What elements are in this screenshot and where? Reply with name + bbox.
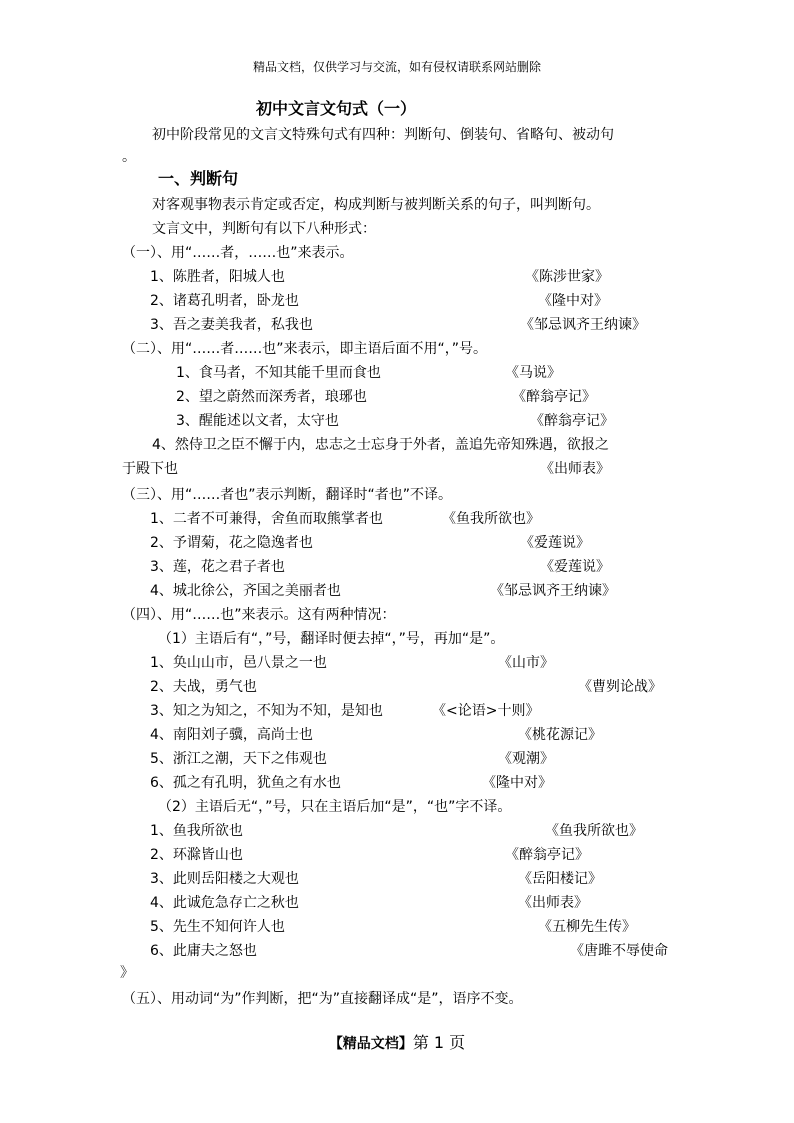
example-text-continued: 于殿下也 <box>122 461 178 477</box>
page-number: 第 1 页 <box>412 1033 466 1052</box>
example-text: 3、吾之妻美我者，私我也 <box>150 317 313 333</box>
form-heading-2: （二）、用“……者……也”来表示，即主语后面不用“，”号。 <box>122 341 488 357</box>
form-heading-1: （一）、用“……者，……也”来表示。 <box>122 245 354 261</box>
example-text: 2、予谓菊，花之隐逸者也 <box>150 535 313 551</box>
example-source: 《五柳先生传》 <box>538 919 636 935</box>
example-source: 《唐雎不辱使命 <box>570 943 668 959</box>
example-source: 《桃花源记》 <box>518 727 602 743</box>
example-text: 1、二者不可兼得，舍鱼而取熊掌者也 <box>150 511 383 527</box>
form-heading-4: （四）、用“……也”来表示。这有两种情况： <box>122 607 396 623</box>
example-source: 《陈涉世家》 <box>525 269 609 285</box>
footer-tag: 【精品文档】 <box>328 1036 413 1052</box>
document-title: 初中文言文句式（一） <box>256 99 417 118</box>
example-text: 3、莲，花之君子者也 <box>150 559 285 575</box>
section-heading: 一、判断句 <box>158 169 239 188</box>
example-text: 2、望之蔚然而深秀者，琅琊也 <box>176 389 367 405</box>
example-source-continued: 》 <box>120 965 134 981</box>
example-text: 3、醒能述以文者，太守也 <box>176 413 339 429</box>
example-source: 《山市》 <box>498 655 554 671</box>
example-source: 《<论语>十则》 <box>432 703 540 719</box>
example-source: 《醉翁亭记》 <box>512 389 596 405</box>
example-text: 4、城北徐公，齐国之美丽者也 <box>150 583 341 599</box>
example-text: 1、奂山山市，邑八景之一也 <box>150 655 327 671</box>
example-source: 《曹刿论战》 <box>578 679 662 695</box>
example-text: 2、环滁皆山也 <box>150 847 243 863</box>
example-source: 《鱼我所欲也》 <box>545 823 643 839</box>
example-source: 《爱莲说》 <box>520 535 590 551</box>
example-text: 3、知之为知之，不知为不知，是知也 <box>150 703 383 719</box>
intro-paragraph-end: 。 <box>122 149 136 165</box>
example-source: 《隆中对》 <box>482 775 552 791</box>
intro-paragraph: 初中阶段常见的文言文特殊句式有四种：判断句、倒装句、省略句、被动句 <box>152 127 614 143</box>
example-text: 4、此诚危急存亡之秋也 <box>150 895 299 911</box>
example-text: 1、鱼我所欲也 <box>150 823 243 839</box>
example-source: 《邹忌讽齐王纳谏》 <box>520 317 646 333</box>
example-text: 5、浙江之潮，天下之伟观也 <box>150 751 327 767</box>
example-source: 《爱莲说》 <box>540 559 610 575</box>
form-heading-3: （三）、用“……者也”表示判断，翻译时“者也”不译。 <box>122 487 453 503</box>
example-source: 《马说》 <box>505 365 561 381</box>
example-source: 《邹忌讽齐王纳谏》 <box>490 583 616 599</box>
example-text: 2、夫战，勇气也 <box>150 679 257 695</box>
forms-intro-paragraph: 文言文中，判断句有以下八种形式： <box>152 221 376 237</box>
example-source: 《醉翁亭记》 <box>505 847 589 863</box>
form-subheading-2: （2）主语后无“，”号，只在主语后加“是”，“也”字不译。 <box>158 799 512 815</box>
example-text: 4、然侍卫之臣不懈于内，忠志之士忘身于外者，盖追先帝知殊遇，欲报之 <box>152 437 609 453</box>
example-source: 《出师表》 <box>518 895 588 911</box>
example-source: 《岳阳楼记》 <box>518 871 602 887</box>
example-text: 2、诸葛孔明者，卧龙也 <box>150 293 299 309</box>
example-text: 5、先生不知何许人也 <box>150 919 285 935</box>
example-text: 6、此庸夫之怒也 <box>150 943 257 959</box>
example-source: 《出师表》 <box>540 461 610 477</box>
example-source: 《观潮》 <box>498 751 554 767</box>
example-text: 3、此则岳阳楼之大观也 <box>150 871 299 887</box>
form-subheading-1: （1）主语后有“，”号，翻译时便去掉“，”号，再加“是”。 <box>158 631 505 647</box>
page-footer <box>0 1034 794 1053</box>
example-text: 4、南阳刘子骥，高尚士也 <box>150 727 313 743</box>
example-source: 《鱼我所欲也》 <box>442 511 540 527</box>
example-text: 1、陈胜者，阳城人也 <box>150 269 285 285</box>
example-text: 1、食马者，不知其能千里而食也 <box>176 365 381 381</box>
definition-paragraph: 对客观事物表示肯定或否定，构成判断与被判断关系的句子，叫判断句。 <box>152 197 600 213</box>
example-text: 6、孤之有孔明，犹鱼之有水也 <box>150 775 341 791</box>
example-source: 《醉翁亭记》 <box>530 413 614 429</box>
form-heading-5: （五）、用动词“为”作判断，把“为”直接翻译成“是”，语序不变。 <box>122 991 523 1007</box>
example-source: 《隆中对》 <box>538 293 608 309</box>
document-header: 精品文档，仅供学习与交流，如有侵权请联系网站删除 <box>252 60 541 74</box>
